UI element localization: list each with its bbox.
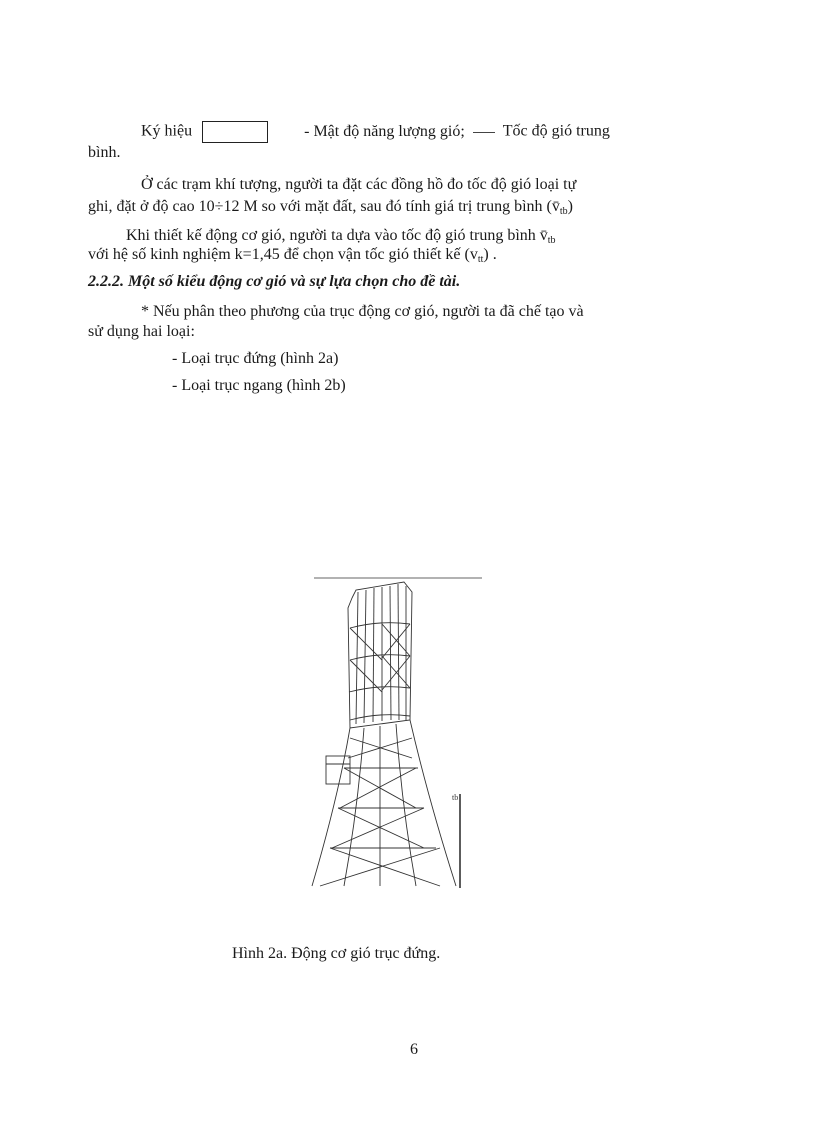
paragraph-1-line-1: Ở các trạm khí tượng, người ta đặt các đồng hồ đo tốc độ gió loại tự [141, 176, 577, 193]
legend-label: Ký hiệu [141, 122, 193, 140]
section-heading: 2.2.2. Một số kiểu động cơ gió và sự lựa chọn cho đề tài. [88, 273, 461, 290]
list-item-horizontal-axis: - Loại trục ngang (hình 2b) [172, 377, 346, 394]
legend-box-meaning: - Mật độ năng lượng gió; [304, 122, 465, 140]
figure-side-label: tb [452, 793, 459, 802]
vertical-axis-turbine-figure [300, 568, 490, 890]
legend-box-symbol [202, 121, 268, 143]
paragraph-1-line-2-end: ) [567, 198, 573, 215]
paragraph-1-line-2 [88, 197, 573, 222]
tower-leg-left [312, 728, 350, 886]
list-item-vertical-axis: - Loại trục đứng (hình 2a) [172, 350, 339, 367]
legend-continuation: bình. [88, 144, 121, 161]
tower-leg-right [410, 720, 459, 886]
paragraph-2-line-2-text: với hệ số kinh nghiệm k=1,45 để chọn vận tốc gió thiết kế (v [88, 246, 478, 263]
paragraph-2-line-2-end: ) . [483, 246, 497, 263]
legend-dash-meaning: Tốc độ gió trung [502, 122, 610, 140]
subscript-tb: tb [547, 235, 556, 246]
legend-dash-symbol [473, 132, 495, 133]
section-intro-line-2: sử dụng hai loại: [88, 323, 195, 340]
paragraph-1-line-2-text: ghi, đặt ở độ cao 10÷12 M so với mặt đất, sau đó tính giá trị trung bình (v̄ [88, 198, 560, 215]
paragraph-2-line-1-text: Khi thiết kế động cơ gió, người ta dựa vào tốc độ gió trung bình v̄ [126, 227, 548, 244]
section-intro-line-1: * Nếu phân theo phương của trục động cơ gió, người ta đã chế tạo và [141, 303, 584, 320]
figure-caption: Hình 2a. Động cơ gió trục đứng. [232, 945, 441, 962]
generator-box [326, 756, 350, 784]
subscript-tb: tb [559, 206, 568, 217]
page-number: 6 [410, 1041, 418, 1058]
legend-line [141, 121, 610, 143]
subscript-tt: tt [477, 254, 484, 265]
paragraph-2-line-2 [88, 245, 497, 270]
